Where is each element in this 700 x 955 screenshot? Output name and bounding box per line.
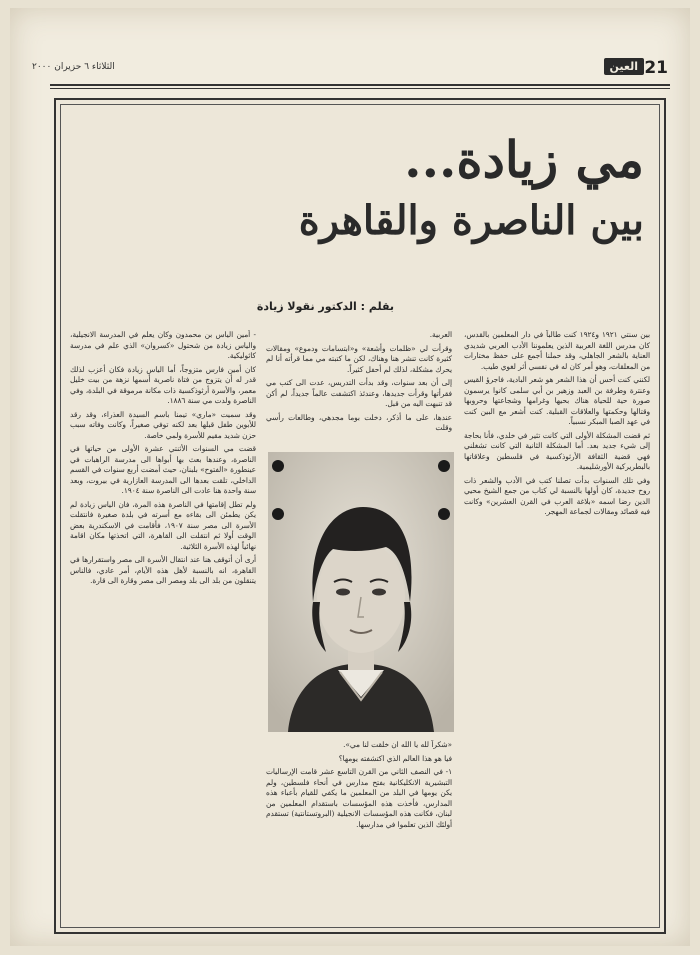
paragraph: - أمين الياس بن محمدون وكان يعلم في المدرسة الانجيلية، والياس زيادة من شحتول «كسروان» الذي علم في مدرسة كاثوليكية. (70, 330, 256, 360)
paragraph: إلى أن بعد سنوات، وقد بدأت التدريس، عدت الى كتب مي فقرأتها وقرأت جديدها، وعندئذ اكتشفت عالماً جديداً، لم أكن قد تنبهت اليه من قبل. (266, 378, 452, 408)
punch-hole (272, 460, 284, 472)
paragraph: وقرأت لي «ظلمات وأشعة» و«ابتسامات ودموع» ومقالات كثيرة كانت تنشر هنا وهناك، لكن ما كتبته مي مما قرأته أنا لم يحرك مشكلة، لذلك لم أحفل كثيراً. (266, 343, 452, 374)
column-right (464, 330, 650, 915)
headline-line-1: مي زيادة... (404, 130, 644, 189)
paragraph: بين سنتي ١٩٢١ و١٩٢٤ كنت طالباً في دار المعلمين بالقدس، كان مدرس اللغة العربية الذين يعلموننا الأدب العربي شديدي العناية بالشعر الجاهلي، وقد حملنا أجمع على حفظ مختارات من المعلقات، وهو أمر كان له في نفسي أثر لغوي طيب. (464, 330, 650, 371)
portrait-illustration (268, 452, 454, 732)
portrait-photo (268, 452, 454, 732)
article-frame (54, 98, 666, 934)
issue-date: الثلاثاء ٦ حزيران ٢٠٠٠ (32, 62, 115, 72)
masthead-rule-thin (50, 88, 670, 89)
paragraph: وفي تلك السنوات بدأت تصلنا كتب في الأدب والشعر ذات روح جديدة، كان أولها بالنسبة لي كتاب من جمع الشيخ محيي الدين رضا اسمه «بلاغة العرب في القرن العشرين» وكانت فيه قصائد ومقالات لجماعة المهجر. (464, 475, 650, 516)
newspaper-name: العين (604, 58, 645, 75)
paragraph: العربية. (429, 330, 452, 339)
paragraph: ولم تطل إقامتها في الناصرة هذه المرة، فان الياس زيادة لم يكن يطمئن الى بقاءه مع أسرته في بلدة صغيرة فانتقلت الأسرة الى مصر سنة ١٩٠٧، فأقامت في الاسكندرية بعض الوقت أولا ثم انتقلت الى القاهرة، التي اتخذتها مكان اقامة نهائياً لهذه الأسرة الثلاثية. (70, 499, 256, 551)
paragraph: ١- في النصف الثاني من القرن التاسع عشر قامت الإرساليات التبشيرية الانكليكانية بفتح مدارس في أنحاء فلسطين، ولم يكن يومها في البلد من المعلمين ما يكفي للقيام بأعباء هذه المدارس، فأخذت هذه المؤسسات باستقدام المعلمين من لبنان، فكانت هذه المؤسسات الانجيلية (البروتستانتية) تستقدم أولئك الذين تعلموا في مدارسها. (266, 767, 452, 829)
paragraph: فيا هو هذا العالم الذي اكتشفته يومها؟ (338, 753, 452, 763)
column-left (70, 330, 256, 920)
punch-hole (272, 508, 284, 520)
paragraph: ثم قضت المشكلة الأولى التي كانت تثير في خلدي، فأنا بحاجة إلى شيء جديد بعد. أما المشكلة الثانية التي كانت تشغلني فهي قضية الثقافة الأرثوذكسية في فلسطين وعلاقاتها بالبطريركية الأورشليمية. (464, 430, 650, 471)
paragraph: أرى أن أتوقف هنا عند انتقال الأسرة الى مصر واستقرارها في القاهرة، انه بالنسبة لأهل هذه الأيام، أمر عادي، فالناس يتنقلون من بلد الى بلد ومصر الى مصر وقارة الى قارة. (70, 555, 256, 585)
paragraph: عندها، على ما أذكر، دخلت بوما مجدهي، وطالعات رأسي وقلت (266, 412, 452, 432)
masthead (32, 56, 668, 82)
masthead-rule (50, 84, 670, 86)
paragraph: قضت مي السنوات الأثنتي عشرة الأولى من حياتها في الناصرة، وعندها بعث بها أبواها الى مدرسة الراهبات في عينطورة «الفتوح» بلبنان، حيث أمضت أربع سنوات في القسم الداخلي، تلقت بعدها الى المدرسة العازارية في بيروت، وبعد سنة واحدة هنا عادت الى الناصرة سنة ١٩٠٤. (70, 444, 256, 495)
column-middle-top (266, 330, 452, 438)
paragraph: كان أمين فارس متزوجاً، أما الياس زيادة فكان أعزب لذلك قدر له أن يتزوج من فتاة ناصرية أسمها نزهة من بيت خليل معمر، والأسرة أرثوذكسية ذات مكانة مرموقة في البلدة، وفي الناصرة ولدت مي سنة ١٨٨٦. (70, 364, 256, 405)
paragraph: «شكراً لله يا الله ان خلقت لنا مي». (343, 740, 452, 749)
paragraph: وقد سميت «ماري» تيمنا باسم السيدة العذراء، وقد رقد للأبوين طفل قبلها بعد لكنه توفي صغيراً، وكانت وفاته سبب حزن شديد مقيم للأسرة ولمي خاصة. (70, 409, 256, 440)
newspaper-page (10, 8, 690, 946)
headline-line-2: بين الناصرة والقاهرة (298, 197, 644, 244)
article-headline (224, 130, 644, 248)
paragraph: لكنني كنت أحس أن هذا الشعر هو شعر البادية، فاجرؤ القيس وعنترة وطرفة بن العبد وزهير بن أبي سلمى كانوا يرسمون صورة حية للحياة هناك بحيها وغرامها وشجاعتها وحروبها وقتالها وحكمتها والعلاقات القبلية. كنت أشعر مع البين كنت في عهد الصبا المبكر نسبياً. (464, 375, 650, 426)
byline: بقلم : الدكتور نقولا زيادة (256, 300, 394, 313)
page-number: 21 (644, 58, 668, 78)
punch-hole (438, 460, 450, 472)
punch-hole (438, 508, 450, 520)
column-middle-bottom (266, 740, 452, 920)
